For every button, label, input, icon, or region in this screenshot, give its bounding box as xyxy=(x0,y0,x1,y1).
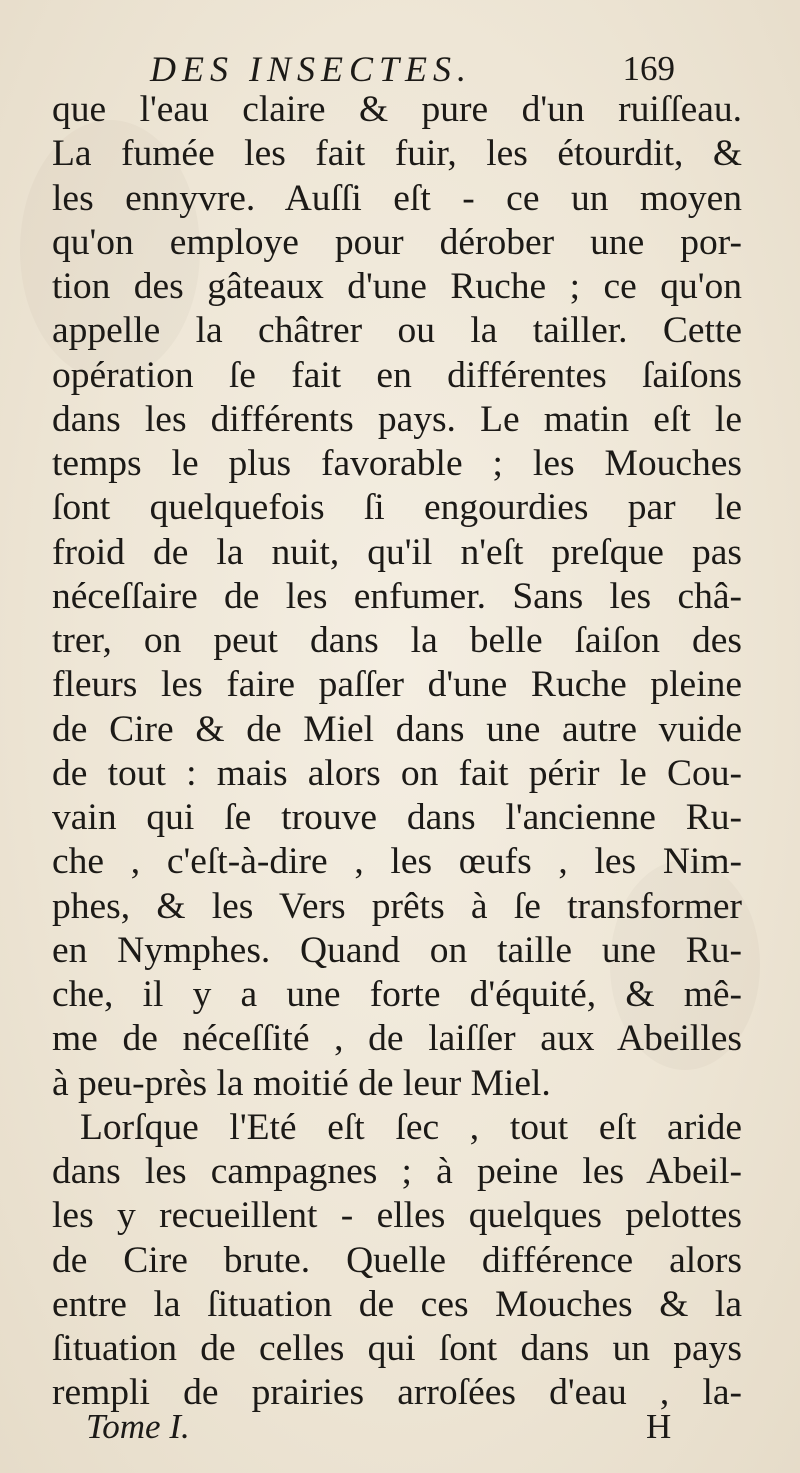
text-line: qu'on employe pour dérober une por- xyxy=(52,221,742,263)
text-line: Lorſque l'Eté eſt ſec , tout eſt aride xyxy=(80,1106,742,1148)
text-line: dans les différents pays. Le matin eſt le xyxy=(52,398,742,440)
text-line: froid de la nuit, qu'il n'eſt preſque pas xyxy=(52,531,742,573)
text-line: entre la ſituation de ces Mouches & la xyxy=(52,1283,742,1325)
text-line: trer, on peut dans la belle ſaiſon des xyxy=(52,620,742,661)
volume-signature: Tome I. xyxy=(86,1407,190,1446)
running-head: DES INSECTES. xyxy=(150,49,473,89)
body-text xyxy=(52,88,742,1416)
text-line: phes, & les Vers prêts à ſe transformer xyxy=(52,885,742,927)
text-line: ſont quelquefois ſi engourdies par le xyxy=(52,487,742,529)
text-line: temps le plus favorable ; les Mouches xyxy=(52,443,742,484)
text-line: che , c'eſt-à-dire , les œufs , les Nim- xyxy=(52,841,742,883)
text-line: me de néceſſité , de laiſſer aux Abeilles xyxy=(52,1018,742,1060)
text-line: La fumée les fait fuir, les étourdit, & xyxy=(52,133,742,175)
gathering-signature: H xyxy=(646,1407,672,1446)
text-line: che, il y a une forte d'équité, & mê- xyxy=(52,974,742,1015)
text-line: opération ſe fait en différentes ſaiſons xyxy=(52,354,742,396)
page-header xyxy=(150,44,675,94)
text-line: les y recueillent - elles quelques pelottes xyxy=(52,1195,742,1237)
text-line: les ennyvre. Auſſi eſt - ce un moyen xyxy=(52,177,742,219)
text-line: rempli de prairies arroſées d'eau , la- xyxy=(52,1372,742,1414)
text-line: vain qui ſe trouve dans l'ancienne Ru- xyxy=(52,797,742,838)
page-footer xyxy=(86,1405,706,1449)
text-line: tion des gâteaux d'une Ruche ; ce qu'on xyxy=(52,266,742,307)
text-line: de Cire brute. Quelle différence alors xyxy=(52,1239,742,1281)
text-line: que l'eau claire & pure d'un ruiſſeau. xyxy=(52,89,742,130)
text-line: de Cire & de Miel dans une autre vuide xyxy=(52,708,742,750)
text-line: ſituation de celles qui ſont dans un pays xyxy=(52,1328,742,1369)
text-line: fleurs les faire paſſer d'une Ruche pleine xyxy=(52,664,742,706)
text-line: de tout : mais alors on fait périr le Cou- xyxy=(52,752,742,794)
text-line: en Nymphes. Quand on taille une Ru- xyxy=(52,929,742,971)
page-number: 169 xyxy=(622,49,675,88)
text-line: appelle la châtrer ou la tailler. Cette xyxy=(52,310,742,352)
text-line: néceſſaire de les enfumer. Sans les châ- xyxy=(52,575,742,617)
text-line: dans les campagnes ; à peine les Abeil- xyxy=(52,1151,742,1192)
text-line: à peu-près la moitié de leur Miel. xyxy=(52,1062,551,1104)
